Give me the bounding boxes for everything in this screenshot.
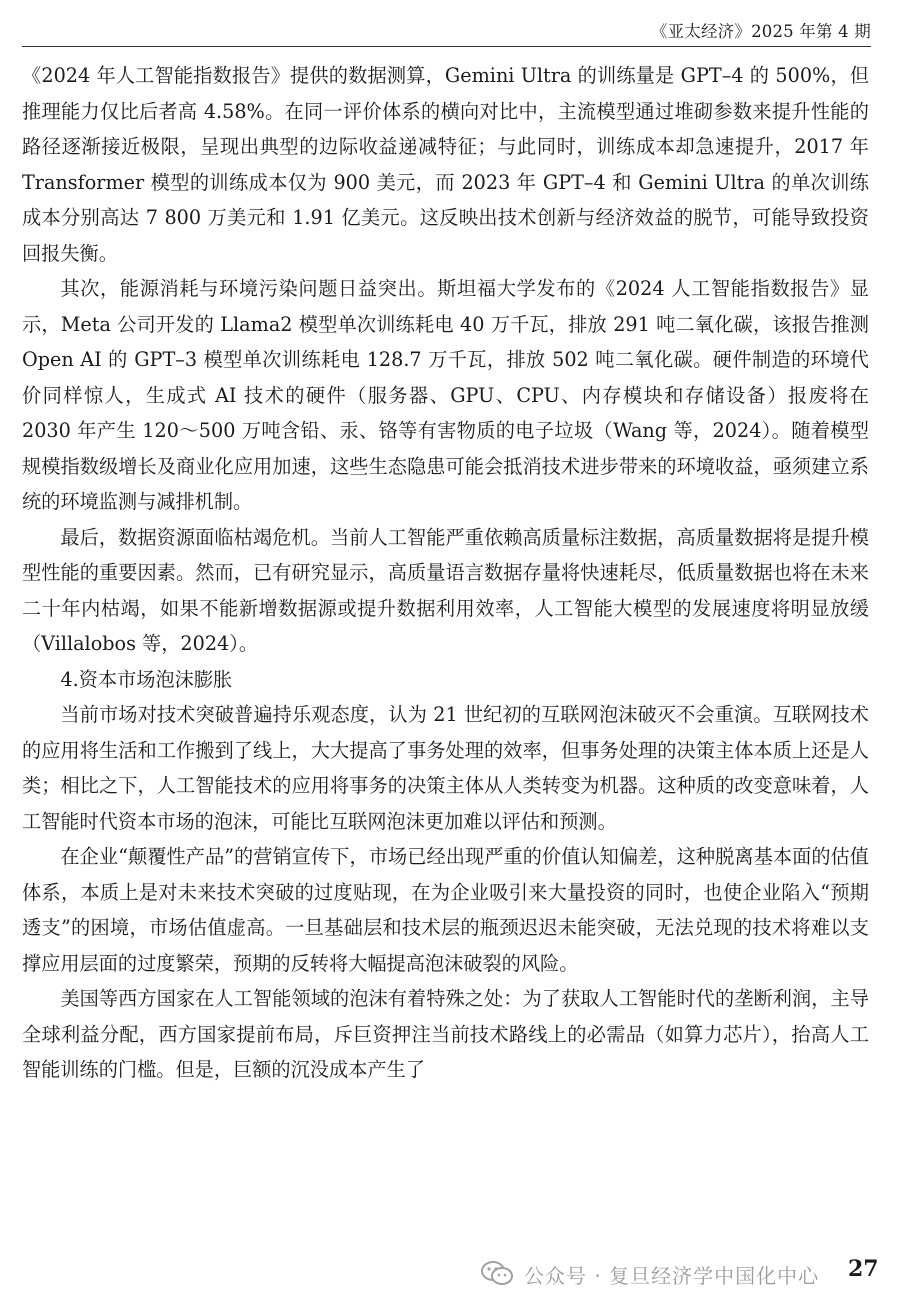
journal-issue: 《亚太经济》2025 年第 4 期	[650, 22, 871, 41]
watermark-text: 公众号 · 复旦经济学中国化中心	[524, 1264, 820, 1288]
article-body	[22, 58, 869, 1088]
page-number: 27	[848, 1256, 879, 1282]
paragraph: 在企业“颠覆性产品”的营销宣传下，市场已经出现严重的价值认知偏差，这种脱离基本面的估值体系，本质上是对未来技术突破的过度贴现，在为企业吸引来大量投资的同时，也使企业陷入“预期透支”的困境，市场估值虚高。一旦基础层和技术层的瓶颈迟迟未能突破，无法兑现的技术将难以支撑应用层面的过度繁荣，预期的反转将大幅提高泡沫破裂的风险。	[22, 845, 869, 975]
paragraph: 美国等西方国家在人工智能领域的泡沫有着特殊之处：为了获取人工智能时代的垄断利润，主导全球利益分配，西方国家提前布局，斥巨资押注当前技术路线上的必需品（如算力芯片），抬高人工智能训练的门槛。但是，巨额的沉没成本产生了	[22, 987, 869, 1081]
paragraph: 最后，数据资源面临枯竭危机。当前人工智能严重依赖高质量标注数据，高质量数据将是提升模型性能的重要因素。然而，已有研究显示，高质量语言数据存量将快速耗尽，低质量数据也将在未来二十年内枯竭，如果不能新增数据源或提升数据利用效率，人工智能大模型的发展速度将明显放缓（Villalobos 等，2024）。	[22, 525, 869, 655]
paragraph: 当前市场对技术突破普遍持乐观态度，认为 21 世纪初的互联网泡沫破灭不会重演。互联网技术的应用将生活和工作搬到了线上，大大提高了事务处理的效率，但事务处理的决策主体本质上还是人类；相比之下，人工智能技术的应用将事务的决策主体从人类转变为机器。这种质的改变意味着，人工智能时代资本市场的泡沫，可能比互联网泡沫更加难以评估和预测。	[22, 703, 869, 833]
page-footer	[480, 1256, 880, 1296]
paragraph: 其次，能源消耗与环境污染问题日益突出。斯坦福大学发布的《2024 人工智能指数报告》显示，Meta 公司开发的 Llama2 模型单次训练耗电 40 万千瓦，排放 291 吨二氧化碳，该报告推测 Open AI 的 GPT–3 模型单次训练耗电 128.7 万千瓦，排放 502 吨二氧化碳。硬件制造的环境代价同样惊人，生成式 AI 技术的硬件（服务器、GPU、CPU、内存模块和存储设备）报废将在 2030 年产生 120～500 万吨含铅、汞、铬等有害物质的电子垃圾（Wang 等，2024）。随着模型规模指数级增长及商业化应用加速，这些生态隐患可能会抵消技术进步带来的环境收益，亟须建立系统的环境监测与减排机制。	[22, 277, 869, 513]
wechat-icon	[480, 1260, 514, 1286]
page-header	[22, 12, 871, 47]
section-heading: 4.资本市场泡沫膨胀	[60, 667, 233, 691]
paragraph: 《2024 年人工智能指数报告》提供的数据测算，Gemini Ultra 的训练量是 GPT–4 的 500%，但推理能力仅比后者高 4.58%。在同一评价体系的横向对比中，主流模型通过堆砌参数来提升性能的路径逐渐接近极限，呈现出典型的边际收益递减特征；与此同时，训练成本却急速提升，2017 年 Transformer 模型的训练成本仅为 900 美元，而 2023 年 GPT–4 和 Gemini Ultra 的单次训练成本分别高达 7 800 万美元和 1.91 亿美元。这反映出技术创新与经济效益的脱节，可能导致投资回报失衡。	[22, 64, 869, 265]
